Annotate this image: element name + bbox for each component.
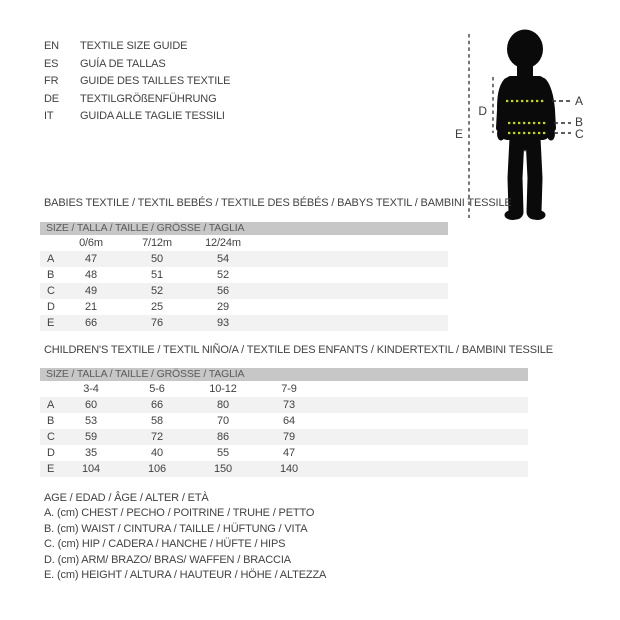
babies-column-headers — [40, 235, 448, 251]
column-header: 0/6m — [79, 237, 103, 249]
cell: 59 — [85, 431, 97, 443]
cell: 140 — [280, 463, 298, 475]
table-row — [40, 251, 448, 267]
cell: 66 — [151, 399, 163, 411]
table-row — [40, 413, 528, 429]
row-label: E — [47, 463, 55, 475]
lang-row-de — [44, 91, 230, 109]
cell: 58 — [151, 415, 163, 427]
legend-age: AGE / EDAD / ÂGE / ALTER / ETÀ — [44, 492, 209, 504]
row-label: D — [47, 301, 55, 313]
column-header: 5-6 — [149, 383, 165, 395]
label-arm: D — [478, 104, 487, 118]
cell: 47 — [85, 253, 97, 265]
row-label: C — [47, 285, 55, 297]
cell: 80 — [217, 399, 229, 411]
children-column-headers — [40, 381, 528, 397]
legend-chest: A. (cm) CHEST / PECHO / POITRINE / TRUHE / PETTO — [44, 507, 315, 520]
column-header: 7-9 — [281, 383, 297, 395]
cell: 73 — [283, 399, 295, 411]
column-header: 3-4 — [83, 383, 99, 395]
cell: 47 — [283, 447, 295, 459]
label-height: E — [454, 127, 463, 141]
lang-label: GUIDA ALLE TAGLIE TESSILI — [80, 110, 225, 122]
lang-code: DE — [44, 92, 59, 105]
table-row — [40, 397, 528, 413]
cell: 60 — [85, 399, 97, 411]
cell: 104 — [82, 463, 100, 475]
cell: 48 — [85, 269, 97, 281]
cell: 86 — [217, 431, 229, 443]
row-label: A — [47, 399, 55, 411]
row-label: E — [47, 317, 55, 329]
legend-waist: B. (cm) WAIST / CINTURA / TAILLE / HÜFTUNG / VITA — [44, 522, 308, 535]
table-row — [40, 315, 448, 331]
cell: 29 — [217, 301, 229, 313]
lang-label: TEXTILE SIZE GUIDE — [80, 40, 188, 52]
cell: 55 — [217, 447, 229, 459]
row-label: B — [47, 269, 55, 281]
cell: 21 — [85, 301, 97, 313]
cell: 66 — [85, 317, 97, 329]
cell: 40 — [151, 447, 163, 459]
cell: 25 — [151, 301, 163, 313]
legend-arm: D. (cm) ARM/ BRAZO/ BRAS/ WAFFEN / BRACCIA — [44, 553, 291, 566]
cell: 76 — [151, 317, 163, 329]
cell: 51 — [151, 269, 163, 281]
table-row — [40, 429, 528, 445]
label-hip: C — [575, 127, 584, 141]
row-label: D — [47, 447, 55, 459]
legend-hip: C. (cm) HIP / CADERA / HANCHE / HÜFTE / HIPS — [44, 538, 286, 551]
table-row — [40, 267, 448, 283]
cell: 52 — [151, 285, 163, 297]
cell: 53 — [85, 415, 97, 427]
children-section-title: CHILDREN'S TEXTILE / TEXTIL NIÑO/A / TEXTILE DES ENFANTS / KINDERTEXTIL / BAMBINI TESSILE — [44, 344, 553, 356]
babies-size-table — [40, 222, 448, 331]
cell: 56 — [217, 285, 229, 297]
table-row — [40, 445, 528, 461]
row-label: B — [47, 415, 55, 427]
children-size-table — [40, 368, 528, 477]
cell: 72 — [151, 431, 163, 443]
cell: 150 — [214, 463, 232, 475]
cell: 70 — [217, 415, 229, 427]
cell: 49 — [85, 285, 97, 297]
column-header: 10-12 — [209, 383, 237, 395]
lang-row-it — [44, 108, 230, 126]
table-row — [40, 283, 448, 299]
lang-label: GUÍA DE TALLAS — [80, 57, 166, 70]
legend-height: E. (cm) HEIGHT / ALTURA / HAUTEUR / HÖHE / ALTEZZA — [44, 568, 327, 581]
cell: 93 — [217, 317, 229, 329]
lang-row-es — [44, 56, 230, 74]
cell: 79 — [283, 431, 295, 443]
babies-section-title: BABIES TEXTILE / TEXTIL BEBÉS / TEXTILE DES BÉBÉS / BABYS TEXTIL / BAMBINI TESSILE — [44, 197, 512, 209]
column-header: 12/24m — [205, 237, 241, 249]
cell: 64 — [283, 415, 295, 427]
babies-size-header: SIZE / TALLA / TAILLE / GRÖSSE / TAGLIA — [40, 222, 448, 235]
lang-row-en — [44, 38, 230, 56]
label-chest: A — [575, 94, 584, 108]
measurement-legend — [44, 491, 326, 583]
table-row — [40, 299, 448, 315]
lang-label: TEXTILGRÖßENFÜHRUNG — [80, 92, 217, 105]
child-silhouette — [497, 30, 555, 221]
cell: 52 — [217, 269, 229, 281]
row-label: C — [47, 431, 55, 443]
cell: 54 — [217, 253, 229, 265]
row-label: A — [47, 253, 55, 265]
lang-code: IT — [44, 110, 54, 122]
lang-row-fr — [44, 73, 230, 91]
column-header: 7/12m — [142, 237, 172, 249]
children-size-header: SIZE / TALLA / TAILLE / GRÖSSE / TAGLIA — [40, 368, 528, 381]
cell: 106 — [148, 463, 166, 475]
lang-label: GUIDE DES TAILLES TEXTILE — [80, 75, 231, 87]
cell: 50 — [151, 253, 163, 265]
lang-code: FR — [44, 75, 59, 87]
language-list — [44, 38, 230, 126]
label-waist: B — [575, 115, 584, 129]
lang-code: EN — [44, 40, 59, 52]
cell: 35 — [85, 447, 97, 459]
lang-code: ES — [44, 57, 59, 70]
table-row — [40, 461, 528, 477]
